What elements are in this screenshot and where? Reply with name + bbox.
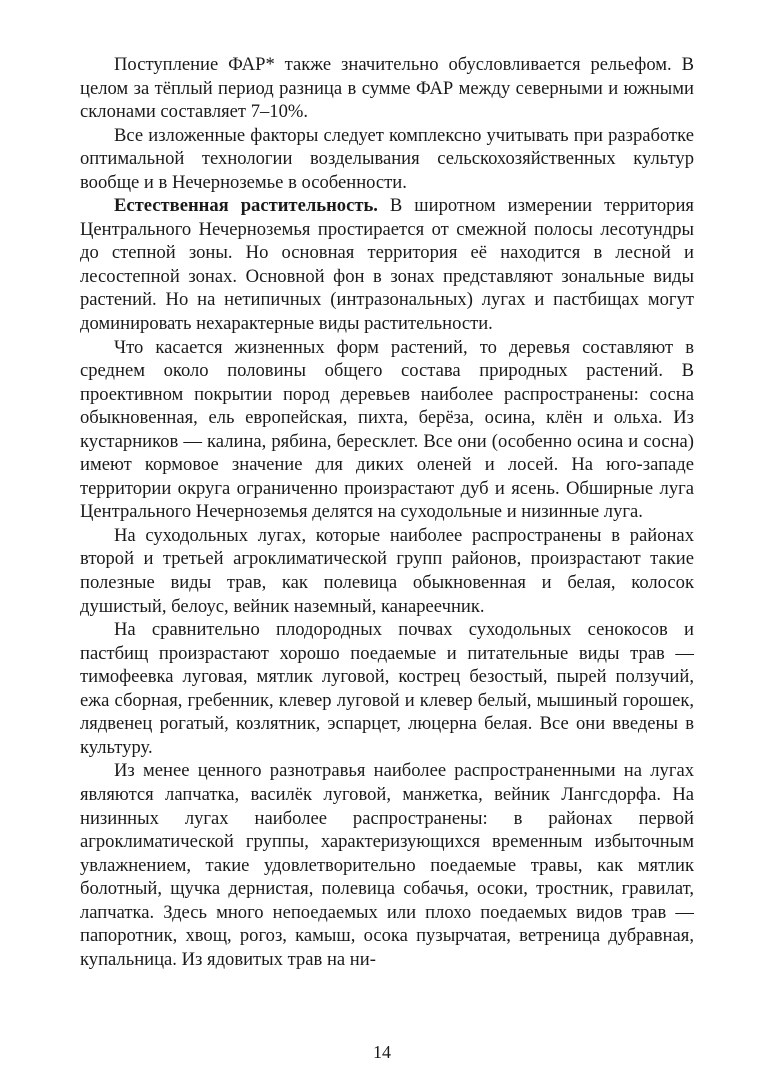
paragraph-text: Что касается жизненных форм растений, то деревья составляют в среднем около половины общего состава природных растений. В проективном покрытии пород деревьев наиболее распространены: сосна обыкновенная, ель европейская, пихта, берёза, осина, клён и ольха. Из кустарников — калина, рябина, бересклет. Все они (особенно осина и сосна) имеют кормовое значение для диких оленей и лосей. На юго-западе территории округа ограниченно произрастают дуб и ясень. Обширные луга Центрального Нечерноземья делятся на суходольные и низинные луга. (80, 336, 694, 523)
paragraph-dry-meadows (80, 524, 694, 618)
paragraph-text: На суходольных лугах, которые наиболее распространены в районах второй и третьей агроклиматической групп районов, произрастают такие полезные виды трав, как полевица обыкновенная и белая, колосок душистый, белоус, вейник наземный, канареечник. (80, 524, 694, 617)
paragraph-lowland-meadows (80, 759, 694, 971)
section-heading-inline: Естественная растительность. (114, 195, 378, 217)
paragraph-text: Все изложенные факторы следует комплексно учитывать при разработке оптимальной технологии возделывания сельскохозяйственных культур вообще и в Нечерноземье в особенности. (80, 124, 694, 193)
paragraph-text: В широтном измерении территория Центрального Нечерноземья простирается от смежной полосы лесотундры до степной зоны. Но основная территория её находится в лесной и лесостепной зонах. Основной фон в зонах представляют зональные виды растений. Но на нетипичных (интразональных) лугах и пастбищах могут доминировать нехарактерные виды растительности. (80, 195, 694, 335)
paragraph-fertile-soils (80, 618, 694, 759)
paragraph-text: Поступление ФАР* также значительно обусловливается рельефом. В целом за тёплый период разница в сумме ФАР между северными и южными склонами составляет 7–10%. (80, 54, 694, 123)
paragraph-text: На сравнительно плодородных почвах суходольных сенокосов и пастбищ произрастают хорошо поедаемые и питательные виды трав — тимофеевка луговая, мятлик луговой, кострец безостый, пырей ползучий, ежа сборная, гребенник, клевер луговой и клевер белый, мышиный горошек, лядвенец рогатый, козлятник, эспарцет, люцерна белая. Все они введены в культуру. (80, 619, 694, 758)
paragraph-par-relief (80, 53, 694, 124)
page-body (80, 53, 694, 971)
paragraph-text: Из менее ценного разнотравья наиболее распространенными на лугах являются лапчатка, василёк луговой, манжетка, вейник Лангсдорфа. На низинных лугах наиболее распространены: в районах первой агроклиматической группы, характеризующихся временным избыточным увлажнением, такие удовлетворительно поедаемые травы, как мятлик болотный, щучка дернистая, полевица собачья, осоки, тростник, гравилат, лапчатка. Здесь много непоедаемых или плохо поедаемых видов трав — папоротник, хвощ, рогоз, камыш, осока пузырчатая, ветреница дубравная, купальница. Из ядовитых трав на ни- (80, 760, 694, 970)
paragraph-factors (80, 124, 694, 195)
page-number: 14 (373, 1042, 391, 1062)
paragraph-natural-vegetation (80, 194, 694, 335)
paragraph-trees (80, 336, 694, 524)
